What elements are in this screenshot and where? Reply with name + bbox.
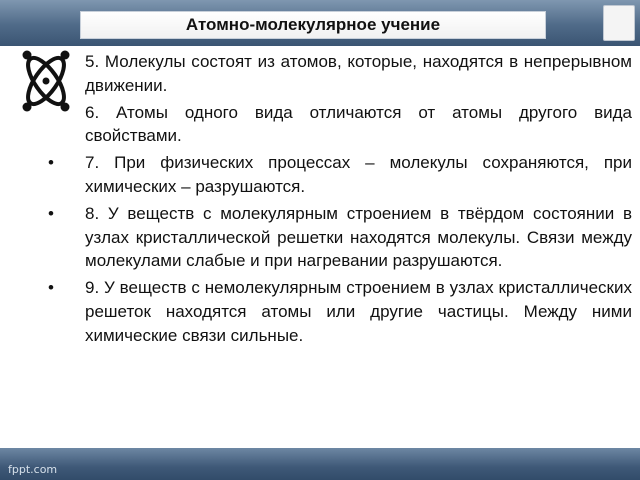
list-item-text: 6. Атомы одного вида отличаются от атомы другого вида свойствами. bbox=[85, 102, 632, 146]
list-item bbox=[48, 202, 632, 273]
header-band bbox=[0, 0, 640, 46]
corner-box bbox=[603, 5, 635, 41]
list-item-text: 8. У веществ с молекулярным строением в твёрдом состоянии в узлах кристаллической решетки находятся молекулы. Связи между молекулами слабые и при нагревании разрушаются. bbox=[85, 203, 632, 271]
list-item bbox=[48, 151, 632, 199]
list-item bbox=[48, 276, 632, 347]
list-item bbox=[48, 101, 632, 149]
list-item-text: 5. Молекулы состоят из атомов, которые, находятся в непрерывном движении. bbox=[85, 52, 632, 95]
footer-brand: fppt.com bbox=[8, 463, 58, 476]
list-item bbox=[48, 50, 632, 98]
list-item-text: 9. У веществ с немолекулярным строением в узлах кристаллических решеток находятся атомы или другие частицы. Между ними химические связи сильные. bbox=[85, 278, 632, 345]
list-bullet: • bbox=[48, 278, 54, 298]
slide-title: Атомно-молекулярное учение bbox=[80, 11, 546, 39]
footer-band bbox=[0, 448, 640, 480]
slide-body bbox=[48, 50, 632, 351]
list-bullet: • bbox=[48, 203, 54, 223]
list-item-text: 7. При физических процессах – молекулы сохраняются, при химических – разрушаются. bbox=[85, 153, 632, 196]
list-bullet: • bbox=[48, 153, 54, 173]
